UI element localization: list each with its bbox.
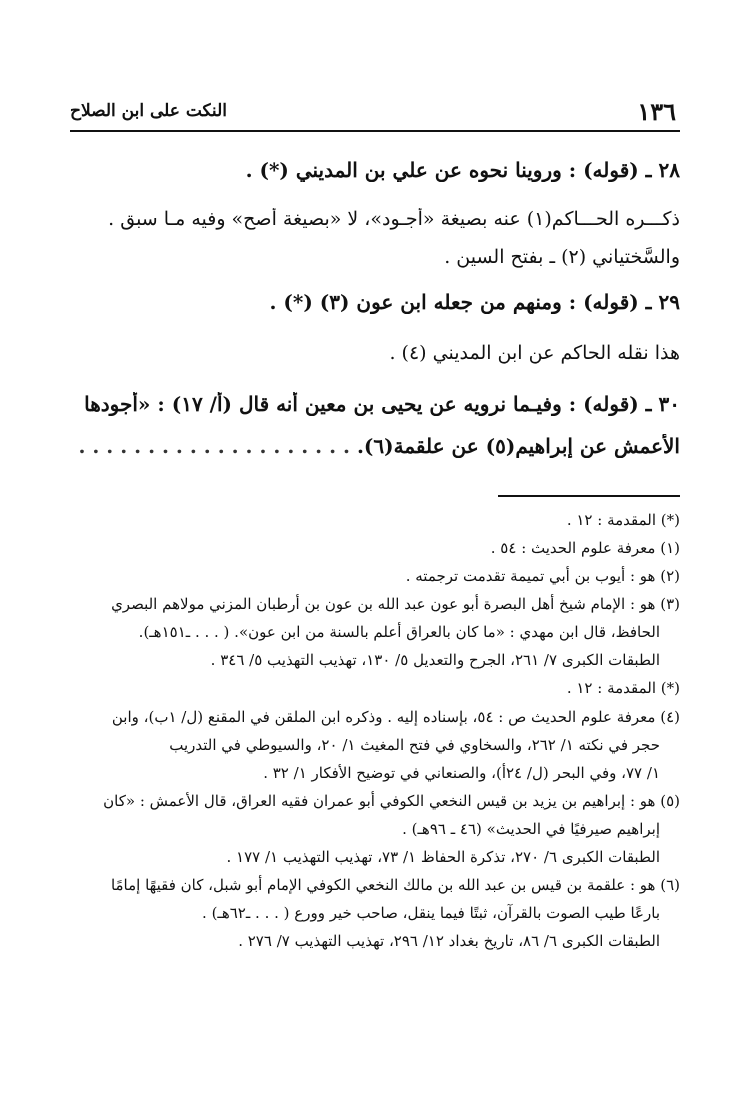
footnote-line: بارعًا طيب الصوت بالقرآن، ثبتًا فيما ينقل، صاحب خير وورع ( . . . ـ٦٢هـ) .: [202, 904, 660, 922]
entry-30-heading-line-1: ٣٠ ـ (قوله) : وفيـما نرويه عن يحيى بن معين أنه قال (أ/ ١٧) : «أجودها: [84, 392, 680, 416]
footnote-line: الطبقات الكبرى ٦/ ٢٧٠، تذكرة الحفاظ ١/ ٧٣، تهذيب التهذيب ١/ ١٧٧ .: [226, 848, 660, 866]
footnote-line: إبراهيم صيرفيًا في الحديث» (٤٦ ـ ٩٦هـ) .: [402, 820, 660, 838]
footnote-line: (*) المقدمة : ١٢ .: [566, 679, 680, 697]
page-number: ١٣٦: [637, 97, 676, 126]
entry-30-heading-text: الأعمش عن إبراهيم(٥) عن علقمة(٦).: [356, 434, 680, 458]
footnote-line: الحافظ، قال ابن مهدي : «ما كان بالعراق أعلم بالسنة من ابن عون». ( . . . ـ١٥١هـ).: [138, 623, 660, 641]
footnote-line: (٦) هو : علقمة بن قيس بن عبد الله بن مالك النخعي الكوفي الإمام أبو شبل، كان فقيهًا إمامًا: [110, 876, 680, 894]
footnote-line: (*) المقدمة : ١٢ .: [566, 511, 680, 529]
entry-28-text-line-2: والسَّختياني (٢) ـ بفتح السين .: [444, 246, 680, 268]
entry-28-text-line-1: ذكـــره الحـــاكم(١) عنه بصيغة «أجـود»، لا «بصيغة أصح» وفيه مـا سبق .: [108, 208, 680, 230]
running-title: النكت على ابن الصلاح: [70, 101, 227, 121]
footnote-line: (٢) هو : أيوب بن أبي تميمة تقدمت ترجمته .: [405, 567, 680, 585]
entry-28-heading: ٢٨ ـ (قوله) : وروينا نحوه عن علي بن المديني (*) .: [245, 158, 680, 182]
entry-29-text: هذا نقله الحاكم عن ابن المديني (٤) .: [389, 342, 680, 364]
entry-29-heading: ٢٩ ـ (قوله) : ومنهم من جعله ابن عون (٣) (*) .: [269, 290, 680, 314]
footnote-line: الطبقات الكبرى ٦/ ٨٦، تاريخ بغداد ١٢/ ٢٩٦، تهذيب التهذيب ٧/ ٢٧٦ .: [238, 932, 660, 950]
footnote-line: (٣) هو : الإمام شيخ أهل البصرة أبو عون عبد الله بن عون بن أرطبان المزني مولاهم البصري: [111, 595, 680, 613]
footnote-line: (٥) هو : إبراهيم بن يزيد بن قيس النخعي الكوفي أبو عمران فقيه العراق، قال الأعمش : «كان: [103, 792, 680, 810]
footnote-separator: [498, 495, 680, 497]
header-rule: [70, 130, 680, 132]
footnote-line: حجر في نكته ١/ ٢٦٢، والسخاوي في فتح المغيث ١/ ٢٠، والسيوطي في التدريب: [169, 736, 660, 754]
entry-30-heading-line-2: [70, 434, 680, 458]
footnote-line: الطبقات الكبرى ٧/ ٢٦١، الجرح والتعديل ٥/ ١٣٠، تهذيب التهذيب ٥/ ٣٤٦ .: [210, 651, 660, 669]
footnote-line: (١) معرفة علوم الحديث : ٥٤ .: [490, 539, 680, 557]
footnote-line: ١/ ٧٧، وفي البحر (ل/ ٢٤أ)، والصنعاني في توضيح الأفكار ١/ ٣٢ .: [263, 764, 660, 782]
dotted-leader: . . . . . . . . . . . . . . . . . . . .: [78, 434, 350, 458]
page-header: [70, 97, 676, 127]
footnote-line: (٤) معرفة علوم الحديث ص : ٥٤، بإسناده إليه . وذكره ابن الملقن في المقنع (ل/ ١ب)، وابن: [111, 708, 680, 726]
